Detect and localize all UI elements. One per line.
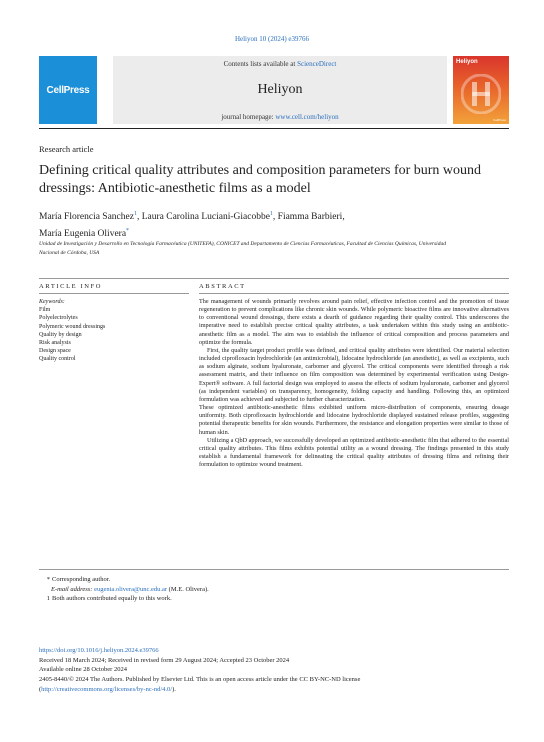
article-title: Defining critical quality attributes and composition parameters for burn wound dressings: Antibiotic-anesthetic films as a model — [39, 163, 482, 196]
footnote-mark: 1 — [46, 595, 50, 602]
corresponding-text: Corresponding author. — [52, 576, 111, 583]
contents-line — [113, 60, 447, 68]
footnote-mark: * — [46, 576, 50, 583]
keyword-item: Quality by design — [39, 331, 82, 338]
journal-name: Heliyon — [257, 82, 303, 97]
keyword-item: Quality control — [39, 356, 76, 363]
abstract-paragraph: First, the quality target product profile was defined, and critical quality attributes were identified. Our material selection included ciprofloxacin hydrochloride (an antimicrobial), lidocaine hydrochloride (an anesthetic), as well as excipients, such as sodium alginate, sodium hyaluronate, carbomer and glycerol. The critical components were identified through a risk assessment matrix, and their influence on film composition was determined by experimental verification using Design-Expert® software. A full factorial design was employed to assess the effects of sodium hyaluronate, carbomer and glycerol (as independent variables) on transparency, homogeneity, folding capacity and handling. Following this, an optimized formulation was achieved and subjected to further characterization. — [199, 346, 509, 403]
article-type: Research article — [39, 144, 94, 154]
keyword-item: Film — [39, 307, 51, 314]
footnote-rule — [39, 569, 509, 570]
homepage-link[interactable]: www.cell.com/heliyon — [275, 113, 339, 121]
heliyon-h-logo-icon — [461, 74, 501, 114]
cellpress-logo — [39, 56, 97, 124]
author-name: Fiamma Barbieri — [277, 212, 343, 223]
author-mark[interactable]: * — [126, 228, 130, 235]
keyword-item: Design space — [39, 348, 71, 355]
homepage-prefix: journal homepage: — [221, 113, 276, 121]
journal-reference[interactable]: Heliyon 10 (2024) e39766 — [234, 35, 310, 43]
author-name: Laura Carolina Luciani-Giacobbe — [141, 212, 270, 223]
publication-info — [39, 646, 509, 695]
cover-title: Heliyon — [456, 59, 478, 65]
footnotes — [39, 575, 509, 604]
abstract-paragraph: The management of wounds primarily revolves around pain relief, effective infection control and the promotion of tissue regeneration to prevent complications like chronic skin wounds. While polymeric bioactive films are innovative alternatives to conventional wound dressings, there exists a dearth of guidance regarding their quality control. This underscores the imperative need to establish precise critical quality attributes, a task undertaken within this study using an antibiotic-anesthetic film as a model. The aim was to establish the influence of critical composition and process parameters and optimize the formula. — [199, 298, 509, 346]
keyword-item: Risk analysis — [39, 340, 71, 347]
abstract-rule — [199, 293, 509, 294]
corresponding-footnote — [39, 575, 509, 585]
keyword-item: Polyelectrolytes — [39, 315, 78, 322]
header-rule — [39, 128, 509, 129]
author-list: María Florencia Sanchez$^1$, Laura Carolina Luciani-Giacobbe$^1$, Fiamma Barbieri, María Eugenia Olivera* — [39, 211, 345, 240]
license-link-line — [39, 685, 509, 695]
license-text: 2405-8440/© 2024 The Authors. Published by Elsevier Ltd. This is an open access article under the CC BY-NC-ND license — [39, 676, 361, 684]
abstract-heading: ABSTRACT — [199, 283, 246, 290]
license-close: ). — [172, 685, 176, 693]
article-info-rule — [39, 293, 189, 294]
keywords-list — [39, 298, 189, 364]
email-label: E-mail address: — [51, 585, 95, 593]
license-open: ( — [39, 685, 42, 693]
email-link[interactable]: eugenia.olivera@unc.edu.ar — [94, 585, 168, 593]
article-info-heading: ARTICLE INFO — [39, 283, 103, 290]
author-name: María Eugenia Olivera — [39, 229, 127, 240]
received-dates: Received 18 March 2024; Received in revised form 29 August 2024; Accepted 23 October 2024 — [39, 656, 290, 664]
journal-header-box — [113, 56, 447, 124]
sciencedirect-link[interactable]: ScienceDirect — [297, 60, 337, 68]
abstract-paragraph: These optimized antibiotic-anesthetic films exhibited uniform micro-distribution of components, ensuring dosage uniformity. Both ciprofloxacin hydrochloride and lidocaine hydrochloride displayed sustained release profiles, suggesting potential therapeutic benefits for skin wounds. Furthermore, the resistance and elongation properties were similar to those of human skin. — [199, 404, 509, 436]
equal-contribution-text: Both authors contributed equally to this work. — [52, 595, 172, 602]
email-suffix: (M.E. Olivera). — [167, 585, 209, 593]
author-mark[interactable]: 1 — [269, 211, 273, 217]
license-link[interactable]: http://creativecommons.org/licenses/by-nc-nd/4.0/ — [41, 685, 173, 693]
journal-cover-image — [453, 56, 509, 124]
cover-footer: CellPress — [493, 118, 506, 122]
email-footnote — [39, 585, 509, 595]
equal-contribution-footnote — [39, 594, 509, 604]
author-name: María Florencia Sanchez — [39, 212, 134, 223]
homepage-line — [113, 113, 447, 121]
abstract-body — [199, 298, 509, 469]
keywords-label: Keywords: — [39, 299, 65, 305]
doi-link[interactable]: https://doi.org/10.1016/j.heliyon.2024.e39766 — [39, 647, 159, 654]
abstract-paragraph: Utilizing a QbD approach, we successfully developed an optimized antibiotic-anesthetic film that adhered to the essential critical quality attributes. This films exhibits potential utility as a wound dressing. The findings presented in this study establish a fundamental framework for delineating the critical quality attributes of dressing films and refining their formulation to optimize wound treatment. — [199, 436, 509, 469]
available-online: Available online 28 October 2024 — [39, 666, 127, 674]
author-mark[interactable]: 1 — [133, 211, 137, 217]
section-rule — [39, 278, 509, 279]
contents-prefix: Contents lists available at — [223, 60, 298, 68]
affiliation: Unidad de Investigación y Desarrollo en Tecnología Farmacéutica (UNITEFA), CONICET and Departamento de Ciencias Farmacéuticas, Facultad de Ciencias Químicas, Universidad Nacional de Córdoba, USA — [39, 241, 446, 256]
keyword-item: Polymeric wound dressings — [39, 323, 106, 330]
cellpress-logo-text: CellPress — [46, 84, 90, 96]
